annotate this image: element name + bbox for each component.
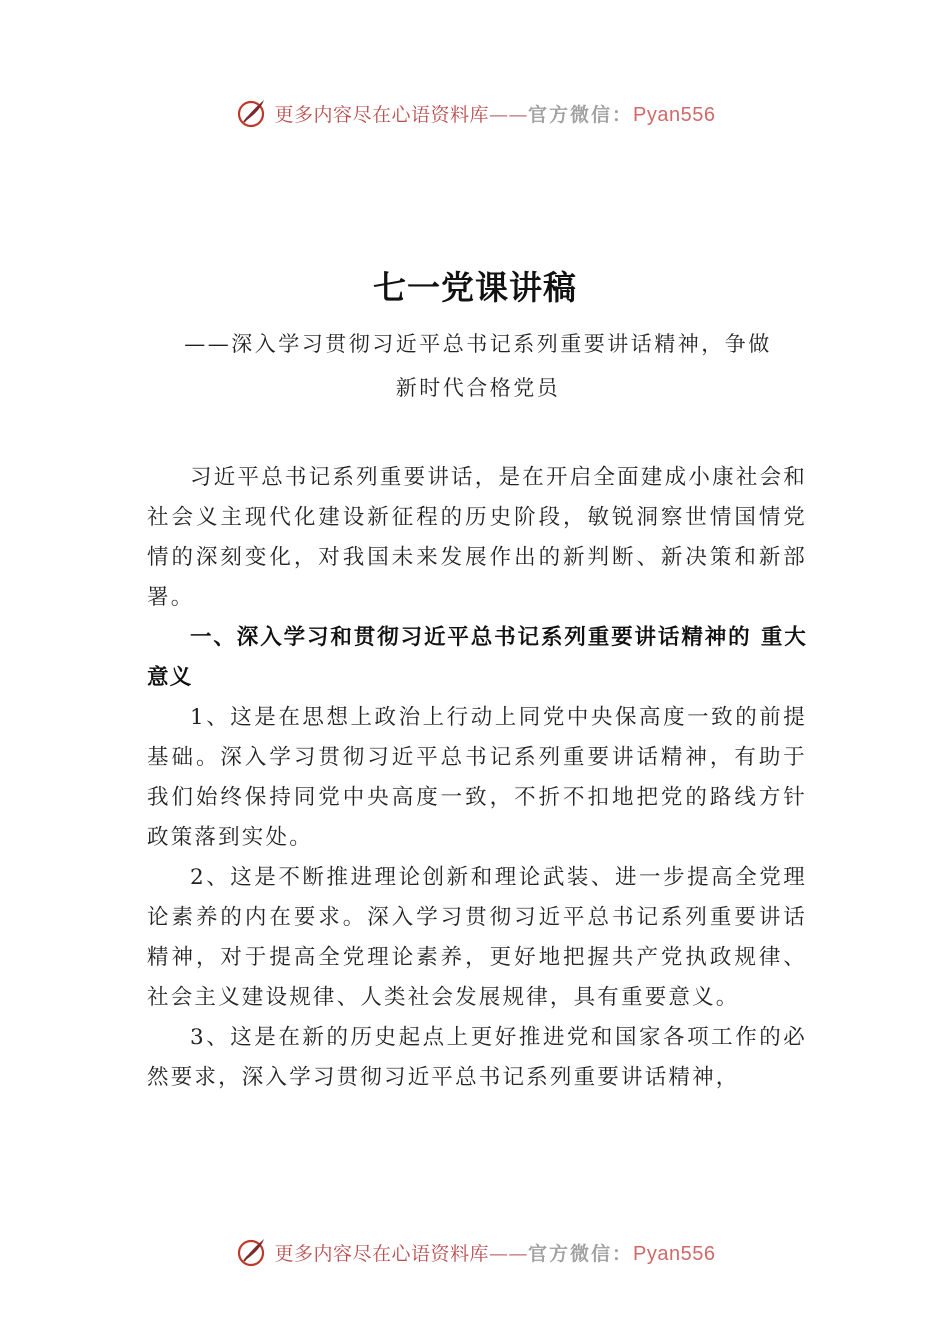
banner-wechat-id: Pyan556 [633, 1242, 716, 1265]
banner-dash: —— [489, 1242, 529, 1265]
banner-dash: —— [489, 103, 529, 126]
banner-site-text: 更多内容尽在心语资料库 [274, 103, 490, 126]
document-title: 七一党课讲稿 [373, 268, 577, 307]
subtitle-line-1: ——深入学习贯彻习近平总书记系列重要讲话精神，争做 [184, 332, 772, 356]
subtitle-line-2: 新时代合格党员 [395, 376, 561, 400]
body-paragraph-3: 3、这是在新的历史起点上更好推进党和国家各项工作的必然要求，深入学习贯彻习近平总书记系列重要讲话精神， [147, 1025, 807, 1090]
quill-logo-icon [235, 1235, 269, 1269]
document-subtitle [148, 322, 808, 410]
intro-paragraph: 习近平总书记系列重要讲话，是在开启全面建成小康社会和社会义主现代化建设新征程的历史阶段，敏锐洞察世情国情党情的深刻变化，对我国未来发展作出的新判断、新决策和新部署。 [147, 465, 807, 610]
header-banner [0, 93, 950, 133]
banner-wechat-label: 官方微信： [528, 1242, 634, 1265]
banner-site-text: 更多内容尽在心语资料库 [274, 1242, 490, 1265]
document-body [147, 458, 807, 1098]
section-heading-1: 一、深入学习和贯彻习近平总书记系列重要讲话精神的 重大意义 [147, 625, 807, 690]
banner-text [275, 100, 716, 127]
footer-banner [0, 1232, 950, 1272]
banner-wechat-id: Pyan556 [633, 103, 716, 126]
body-paragraph-1: 1、这是在思想上政治上行动上同党中央保高度一致的前提基础。深入学习贯彻习近平总书记系列重要讲话精神，有助于我们始终保持同党中央高度一致，不折不扣地把党的路线方针政策落到实处。 [147, 705, 807, 850]
banner-text [275, 1239, 716, 1266]
body-paragraph-2: 2、这是不断推进理论创新和理论武装、进一步提高全党理论素养的内在要求。深入学习贯彻习近平总书记系列重要讲话精神，对于提高全党理论素养，更好地把握共产党执政规律、社会主义建设规律、人类社会发展规律，具有重要意义。 [147, 865, 807, 1010]
banner-wechat-label: 官方微信： [528, 103, 634, 126]
quill-logo-icon [235, 96, 269, 130]
